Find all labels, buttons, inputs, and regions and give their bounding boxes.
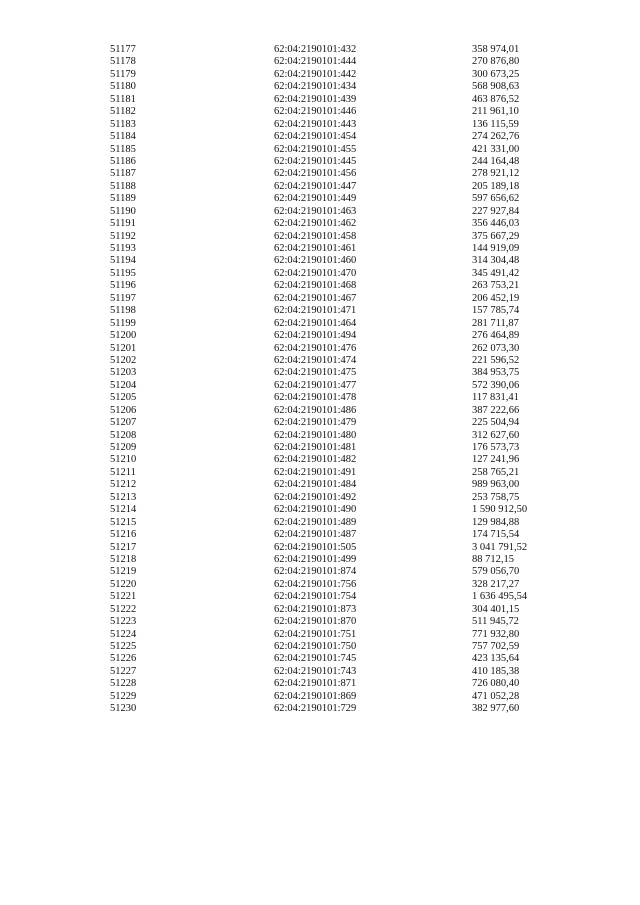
table-row [0,181,640,193]
row-number: 51187 [110,168,136,180]
cadastral-number: 62:04:2190101:455 [274,143,357,155]
value-cell: 129 984,88 [472,516,520,528]
cadastral-number: 62:04:2190101:442 [274,68,357,80]
cadastral-number: 62:04:2190101:478 [274,392,357,404]
cadastral-number: 62:04:2190101:871 [274,678,357,690]
row-number: 51184 [110,131,136,143]
cadastral-number: 62:04:2190101:499 [274,553,357,565]
cadastral-number: 62:04:2190101:490 [274,504,357,516]
value-cell: 387 222,66 [472,404,520,416]
row-number: 51227 [110,665,137,677]
table-row [0,405,640,417]
value-cell: 421 331,00 [472,143,520,155]
row-number: 51216 [110,529,137,541]
value-cell: 423 135,64 [472,653,520,665]
table-row [0,591,640,603]
row-number: 51218 [110,553,137,565]
row-number: 51228 [110,678,137,690]
value-cell: 270 876,80 [472,56,520,68]
row-number: 51188 [110,180,136,192]
row-number: 51208 [110,429,137,441]
value-cell: 117 831,41 [472,392,519,404]
row-number: 51203 [110,367,137,379]
cadastral-number: 62:04:2190101:477 [274,379,357,391]
cadastral-number: 62:04:2190101:481 [274,442,357,453]
cadastral-number: 62:04:2190101:751 [274,628,357,640]
value-cell: 88 712,15 [472,553,514,565]
row-number: 51194 [110,255,136,267]
row-number: 51207 [110,417,137,429]
cadastral-number: 62:04:2190101:434 [274,81,357,93]
table-row [0,678,640,690]
cadastral-number: 62:04:2190101:449 [274,193,357,205]
cadastral-number: 62:04:2190101:489 [274,516,357,528]
row-number: 51195 [110,267,136,279]
value-cell: 276 464,89 [472,330,520,342]
cadastral-number: 62:04:2190101:756 [274,578,357,590]
table-row [0,243,640,255]
row-number: 51191 [110,218,136,230]
table-row [0,255,640,267]
cadastral-number: 62:04:2190101:458 [274,230,357,242]
cadastral-number: 62:04:2190101:480 [274,429,357,441]
row-number: 51230 [110,703,137,715]
row-number: 51181 [110,93,136,105]
value-cell: 174 715,54 [472,529,520,541]
table-row [0,492,640,504]
row-number: 51182 [110,106,136,118]
value-cell: 375 667,29 [472,230,520,242]
cadastral-number: 62:04:2190101:443 [274,118,357,130]
table-row [0,131,640,143]
value-cell: 989 963,00 [472,479,520,491]
value-cell: 278 921,12 [472,168,520,180]
table-row [0,156,640,168]
row-number: 51229 [110,690,137,702]
cadastral-number: 62:04:2190101:870 [274,616,357,628]
table-row [0,69,640,81]
value-cell: 244 164,48 [472,155,520,167]
table-row [0,280,640,292]
row-number: 51210 [110,454,137,466]
row-number: 51219 [110,566,137,578]
cadastral-number: 62:04:2190101:482 [274,454,357,466]
value-cell: 127 241,96 [472,454,520,466]
row-number: 51200 [110,330,137,342]
value-cell: 304 401,15 [472,603,520,615]
table-row [0,355,640,367]
row-number: 51223 [110,616,137,628]
cadastral-number: 62:04:2190101:460 [274,255,357,267]
table-row [0,206,640,218]
table-row [0,144,640,156]
table-row [0,392,640,404]
value-cell: 328 217,27 [472,578,520,590]
value-cell: 771 932,80 [472,628,520,640]
row-number: 51222 [110,603,137,615]
table-row [0,430,640,442]
row-number: 51217 [110,541,137,553]
cadastral-number: 62:04:2190101:491 [274,466,357,478]
value-cell: 206 452,19 [472,292,520,304]
value-cell: 274 262,76 [472,131,520,143]
value-cell: 3 041 791,52 [472,541,528,553]
table-row [0,653,640,665]
cadastral-number: 62:04:2190101:874 [274,566,357,578]
value-cell: 157 785,74 [472,305,520,317]
value-cell: 568 908,63 [472,81,520,93]
value-cell: 579 056,70 [472,566,520,578]
table-row [0,305,640,317]
table-row [0,504,640,516]
cadastral-number: 62:04:2190101:464 [274,317,357,329]
table-row [0,566,640,578]
cadastral-number: 62:04:2190101:869 [274,690,357,702]
row-number: 51186 [110,155,136,167]
data-table [0,44,640,716]
cadastral-number: 62:04:2190101:745 [274,653,357,665]
cadastral-number: 62:04:2190101:447 [274,180,357,192]
cadastral-number: 62:04:2190101:439 [274,93,357,105]
cadastral-number: 62:04:2190101:471 [274,305,357,317]
row-number: 51199 [110,317,136,329]
cadastral-number: 62:04:2190101:444 [274,56,357,68]
table-row [0,417,640,429]
table-row [0,579,640,591]
cadastral-number: 62:04:2190101:476 [274,342,357,354]
value-cell: 726 080,40 [472,678,520,690]
value-cell: 300 673,25 [472,68,520,80]
cadastral-number: 62:04:2190101:492 [274,491,357,503]
value-cell: 382 977,60 [472,703,520,715]
row-number: 51212 [110,479,137,491]
table-row [0,554,640,566]
table-row [0,604,640,616]
table-row [0,94,640,106]
table-row [0,231,640,243]
cadastral-number: 62:04:2190101:479 [274,417,357,429]
row-number: 51201 [110,342,137,354]
value-cell: 262 073,30 [472,342,520,354]
table-row [0,268,640,280]
value-cell: 1 590 912,50 [472,504,528,516]
table-row [0,666,640,678]
table-row [0,629,640,641]
row-number: 51196 [110,280,136,292]
value-cell: 410 185,38 [472,665,520,677]
cadastral-number: 62:04:2190101:461 [274,243,357,254]
cadastral-number: 62:04:2190101:494 [274,330,357,342]
row-number: 51197 [110,292,136,304]
value-cell: 225 504,94 [472,417,520,429]
cadastral-number: 62:04:2190101:467 [274,292,357,304]
row-number: 51215 [110,516,137,528]
row-number: 51180 [110,81,136,93]
value-cell: 312 627,60 [472,429,520,441]
value-cell: 144 919,09 [472,243,520,254]
row-number: 51177 [110,44,136,55]
table-row [0,343,640,355]
cadastral-number: 62:04:2190101:505 [274,541,357,553]
table-row [0,293,640,305]
value-cell: 263 753,21 [472,280,520,292]
table-row [0,44,640,56]
row-number: 51192 [110,230,136,242]
table-row [0,542,640,554]
cadastral-number: 62:04:2190101:462 [274,218,357,230]
table-row [0,703,640,715]
row-number: 51225 [110,641,137,652]
table-row [0,641,640,653]
table-row [0,529,640,541]
cadastral-number: 62:04:2190101:446 [274,106,357,118]
row-number: 51221 [110,591,137,603]
table-row [0,218,640,230]
row-number: 51198 [110,305,136,317]
value-cell: 597 656,62 [472,193,520,205]
value-cell: 136 115,59 [472,118,519,130]
row-number: 51190 [110,205,136,217]
row-number: 51206 [110,404,137,416]
row-number: 51189 [110,193,136,205]
table-row [0,691,640,703]
value-cell: 281 711,87 [472,317,519,329]
row-number: 51214 [110,504,137,516]
cadastral-number: 62:04:2190101:743 [274,665,357,677]
value-cell: 471 052,28 [472,690,520,702]
cadastral-number: 62:04:2190101:432 [274,44,357,55]
table-row [0,330,640,342]
cadastral-number: 62:04:2190101:475 [274,367,357,379]
table-row [0,517,640,529]
row-number: 51220 [110,578,137,590]
value-cell: 176 573,73 [472,442,520,453]
table-row [0,193,640,205]
value-cell: 221 596,52 [472,354,520,366]
row-number: 51213 [110,491,137,503]
value-cell: 757 702,59 [472,641,520,652]
cadastral-number: 62:04:2190101:445 [274,155,357,167]
table-row [0,479,640,491]
row-number: 51202 [110,354,137,366]
row-number: 51185 [110,143,136,155]
cadastral-number: 62:04:2190101:468 [274,280,357,292]
value-cell: 205 189,18 [472,180,520,192]
row-number: 51209 [110,442,137,453]
table-row [0,168,640,180]
cadastral-number: 62:04:2190101:470 [274,267,357,279]
row-number: 51183 [110,118,136,130]
row-number: 51178 [110,56,136,68]
cadastral-number: 62:04:2190101:754 [274,591,357,603]
value-cell: 253 758,75 [472,491,520,503]
row-number: 51211 [110,466,136,478]
table-row [0,106,640,118]
value-cell: 511 945,72 [472,616,519,628]
row-number: 51204 [110,379,137,391]
cadastral-number: 62:04:2190101:487 [274,529,357,541]
row-number: 51226 [110,653,137,665]
value-cell: 572 390,06 [472,379,520,391]
value-cell: 345 491,42 [472,267,520,279]
row-number: 51205 [110,392,137,404]
value-cell: 356 446,03 [472,218,520,230]
value-cell: 258 765,21 [472,466,520,478]
value-cell: 227 927,84 [472,205,520,217]
row-number: 51193 [110,243,136,254]
cadastral-number: 62:04:2190101:750 [274,641,357,652]
cadastral-number: 62:04:2190101:486 [274,404,357,416]
value-cell: 211 961,10 [472,106,519,118]
table-row [0,616,640,628]
cadastral-number: 62:04:2190101:463 [274,205,357,217]
row-number: 51224 [110,628,137,640]
cadastral-number: 62:04:2190101:454 [274,131,357,143]
cadastral-number: 62:04:2190101:729 [274,703,357,715]
cadastral-number: 62:04:2190101:456 [274,168,357,180]
table-row [0,442,640,454]
cadastral-number: 62:04:2190101:474 [274,354,357,366]
table-row [0,56,640,68]
table-row [0,454,640,466]
table-row [0,380,640,392]
table-row [0,318,640,330]
value-cell: 1 636 495,54 [472,591,528,603]
value-cell: 463 876,52 [472,93,520,105]
value-cell: 314 304,48 [472,255,520,267]
value-cell: 384 953,75 [472,367,520,379]
table-row [0,81,640,93]
row-number: 51179 [110,68,136,80]
value-cell: 358 974,01 [472,44,520,55]
table-row [0,467,640,479]
cadastral-number: 62:04:2190101:873 [274,603,357,615]
table-row [0,119,640,131]
cadastral-number: 62:04:2190101:484 [274,479,357,491]
table-row [0,367,640,379]
